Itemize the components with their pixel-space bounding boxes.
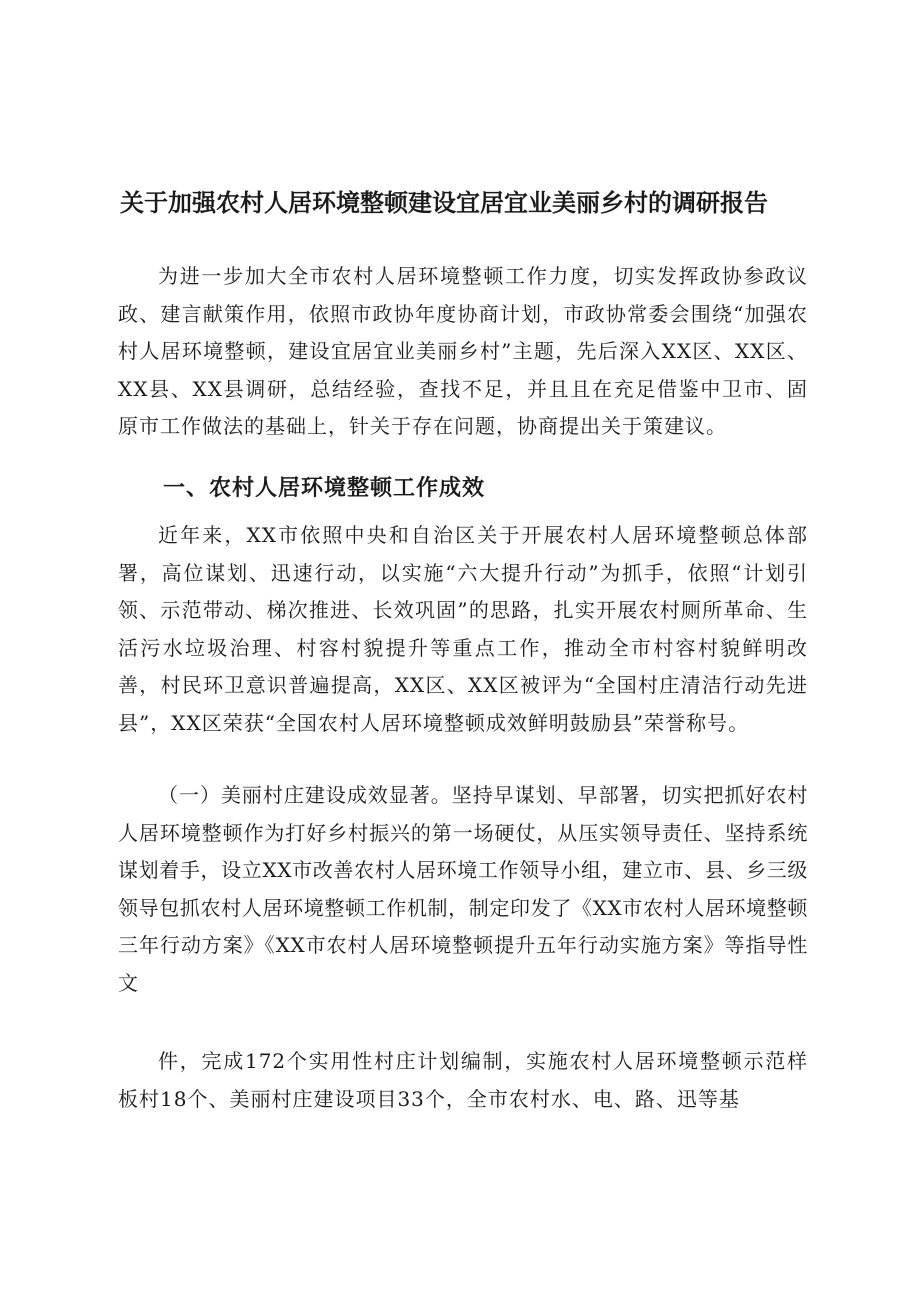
continuation-paragraph: 件，完成172个实用性村庄计划编制，实施农村人居环境整顿示范样板村18个、美丽村庄建设项目33个，全市农村水、电、路、迅等基 <box>118 1049 808 1111</box>
section-heading: 一、农村人居环境整顿工作成效 <box>163 476 486 501</box>
intro-paragraph: 为进一步加大全市农村人居环境整顿工作力度，切实发挥政协参政议政、建言献策作用，依照市政协年度协商计划，市政协常委会围绕“加强农村人居环境整顿，建设宜居宜业美丽乡村”主题，先后深入XX区、XX区、XX县、XX县调研，总结经验，查找不足，并且且在充足借鉴中卫市、固原市工作做法的基础上，针关于存在问题，协商提出关于策建议。 <box>118 264 808 438</box>
document-title: 关于加强农村人居环境整顿建设宜居宜业美丽乡村的调研报告 <box>120 189 768 217</box>
section-paragraph: 近年来，XX市依照中央和自治区关于开展农村人居环境整顿总体部署，高位谋划、迅速行动，以实施“六大提升行动”为抓手，依照“计划引领、示范带动、梯次推进、长效巩固”的思路，扎实开展农村厕所革命、生活污水垃圾治理、村容村貌提升等重点工作，推动全市村容村貌鲜明改善，村民环卫意识普遍提高，XX区、XX区被评为“全国村庄清洁行动先进县”，XX区荣获“全国农村人居环境整顿成效鲜明鼓励县”荣誉称号。 <box>118 523 808 735</box>
subsection-paragraph: （一）美丽村庄建设成效显著。坚持早谋划、早部署，切实把抓好农村人居环境整顿作为打好乡村振兴的第一场硬仗，从压实领导责任、坚持系统谋划着手，设立XX市改善农村人居环境工作领导小组，建立市、县、乡三级领导包抓农村人居环境整顿工作机制，制定印发了《XX市农村人居环境整顿三年行动方案》《XX市农村人居环境整顿提升五年行动实施方案》等指导性文 <box>118 783 808 995</box>
